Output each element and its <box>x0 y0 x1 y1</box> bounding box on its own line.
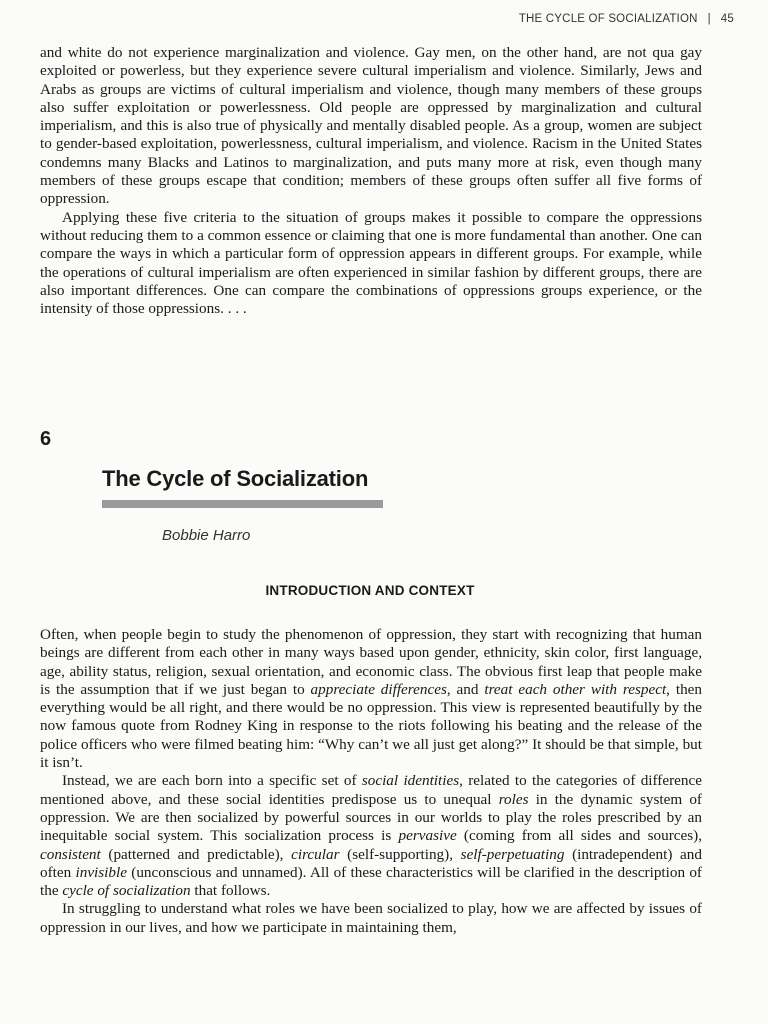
running-header <box>519 13 734 25</box>
emphasis: social identities <box>361 772 460 790</box>
section-heading: INTRODUCTION AND CONTEXT <box>265 583 475 598</box>
paragraph: and white do not experience marginalization and violence. Gay men, on the other hand, are not qua gay exploited or powerless, but they experience severe cultural imperialism and violence. Similarly, Jews and Arabs as groups are victims of cultural imperialism and violence, though many members of these groups also suffer exploitation or powerlessness. Old people are oppressed by marginalization and cultural imperialism, and this is also true of physically and mentally disabled people. As a group, women are subject to gender-based exploitation, powerlessness, cultural imperialism, and violence. Racism in the United States condemns many Blacks and Latinos to marginalization, and puts many more at risk, even though many members of these groups escape that condition; members of these groups often suffer all five forms of oppression. <box>40 44 702 208</box>
emphasis: self-perpetuating <box>460 845 565 863</box>
emphasis: treat each other with respect <box>484 680 667 698</box>
header-separator: | <box>707 13 711 25</box>
emphasis: roles <box>498 790 529 808</box>
paragraph: Instead, we are each born into a specific set of social identities, related to the categories of difference mentioned above, and these social identities predispose us to unequal roles in the dynamic system of oppression. We are then socialized by powerful sources in our worlds to play the roles prescribed by an inequitable social system. This socialization process is pervasive (coming from all sides and sources), consistent (patterned and predictable), circular (self-supporting), self-perpetuating (intradependent) and often invisible (unconscious and unnamed). All of these characteristics will be clarified in the description of the cycle of socialization that follows. <box>40 772 702 900</box>
emphasis: cycle of socialization <box>62 882 191 900</box>
chapter-body-text <box>40 626 702 937</box>
emphasis: invisible <box>75 863 127 881</box>
chapter-author: Bobbie Harro <box>162 527 251 544</box>
page-number: 45 <box>720 13 734 25</box>
emphasis: pervasive <box>398 827 457 845</box>
paragraph: Often, when people begin to study the phenomenon of oppression, they start with recognizing that human beings are different from each other in many ways based upon gender, ethnicity, skin color, first language, age, ability status, religion, sexual orientation, and economic class. The obvious first leap that people make is the assumption that if we just began to appreciate differences, and treat each other with respect, then everything would be all right, and there would be no oppression. This view is represented beautifully by the now famous quote from Rodney King in response to the riots following his beating and the release of the police officers who were filmed beating him: “Why can’t we all just get along?” It should be that simple, but it isn’t. <box>40 626 702 772</box>
emphasis: appreciate differences <box>310 680 447 698</box>
emphasis: consistent <box>40 845 101 863</box>
previous-chapter-text <box>40 44 702 318</box>
running-title: THE CYCLE OF SOCIALIZATION <box>518 13 698 25</box>
emphasis: circular <box>291 845 340 863</box>
paragraph: Applying these five criteria to the situation of groups makes it possible to compare the oppressions without reducing them to a common essence or claiming that one is more fundamental than another. One can compare the ways in which a particular form of oppression appears in different groups. For example, while the operations of cultural imperialism are often experienced in similar fashion by different groups, there are also important differences. One can compare the combinations of oppressions groups experience, or the intensity of those oppressions. . . . <box>40 208 702 318</box>
title-rule <box>102 500 383 508</box>
chapter-title: The Cycle of Socialization <box>102 466 369 491</box>
chapter-number: 6 <box>40 428 52 450</box>
paragraph: In struggling to understand what roles we have been socialized to play, how we are affected by issues of oppression in our lives, and how we participate in maintaining them, <box>40 900 702 936</box>
